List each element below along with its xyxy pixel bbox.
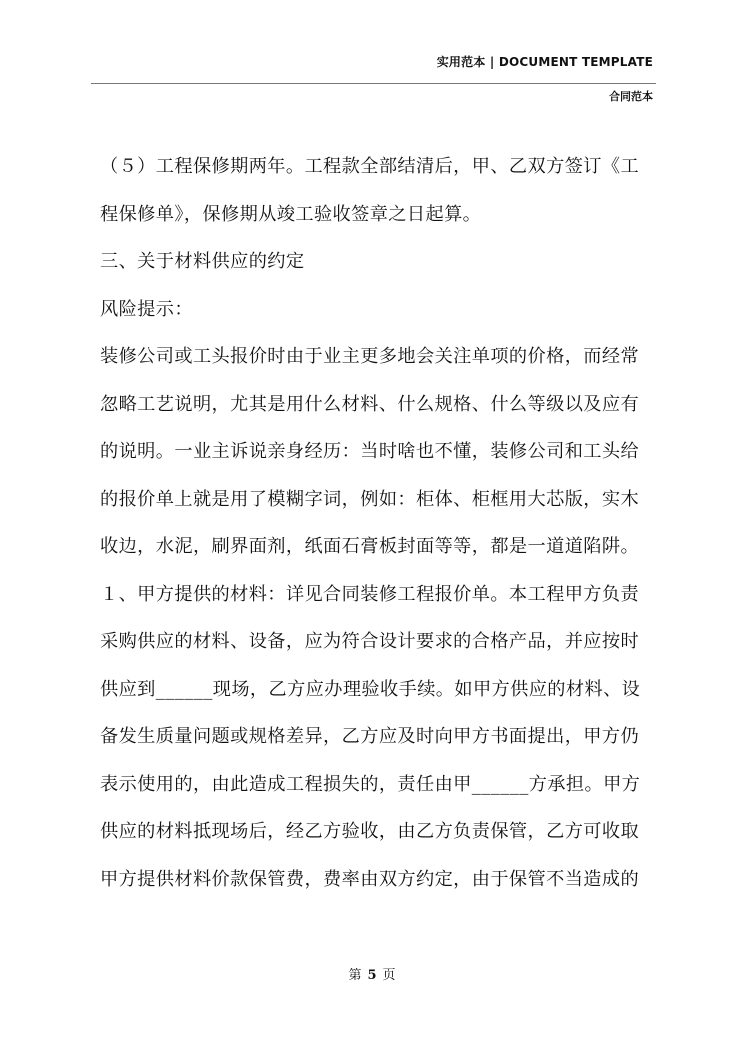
page-number-value: 5 [367, 968, 377, 983]
document-header-title: 实用范本 | DOCUMENT TEMPLATE [436, 55, 653, 69]
page-number-suffix: 页 [382, 968, 396, 983]
body-line: 甲方提供材料价款保管费，费率由双方约定，由于保管不当造成的 [100, 868, 640, 890]
body-line: （５）工程保修期两年。工程款全部结清后，甲、乙双方签订《工 [100, 156, 640, 177]
body-line: 装修公司或工头报价时由于业主更多地会关注单项的价格，而经常 [100, 346, 640, 367]
body-line: 收边，水泥，刷界面剂，纸面石膏板封面等等，都是一道道陷阱。 [100, 536, 640, 557]
body-line: 供应的材料抵现场后，经乙方验收，由乙方负责保管，乙方可收取 [100, 821, 640, 842]
page-number-prefix: 第 [348, 968, 362, 983]
risk-tip-label: 风险提示： [100, 298, 193, 320]
body-line: 采购供应的材料、设备，应为符合设计要求的合格产品，并应按时 [100, 631, 640, 652]
body-line: 程保修单》，保修期从竣工验收签章之日起算。 [100, 203, 482, 225]
body-line: 表示使用的，由此造成工程损失的，责任由甲______方承担。甲方 [100, 773, 641, 795]
page-number [0, 964, 744, 983]
body-line: 供应到______现场，乙方应办理验收手续。如甲方供应的材料、设 [100, 678, 641, 700]
section-heading: 三、关于材料供应的约定 [100, 251, 305, 272]
body-line: 忽略工艺说明，尤其是用什么材料、什么规格、什么等级以及应有 [100, 393, 640, 415]
body-line: 备发生质量问题或规格差异，乙方应及时向甲方书面提出，甲方仍 [100, 726, 640, 747]
body-line: 的报价单上就是用了模糊字词，例如：柜体、柜框用大芯版，实木 [100, 488, 640, 510]
body-line: 的说明。一业主诉说亲身经历：当时啥也不懂，装修公司和工头给 [100, 441, 640, 462]
clause-line: １、甲方提供的材料：详见合同装修工程报价单。本工程甲方负责 [100, 583, 640, 605]
document-header-subtitle: 合同范本 [609, 90, 653, 103]
header-divider [91, 83, 656, 84]
document-body [100, 143, 660, 903]
